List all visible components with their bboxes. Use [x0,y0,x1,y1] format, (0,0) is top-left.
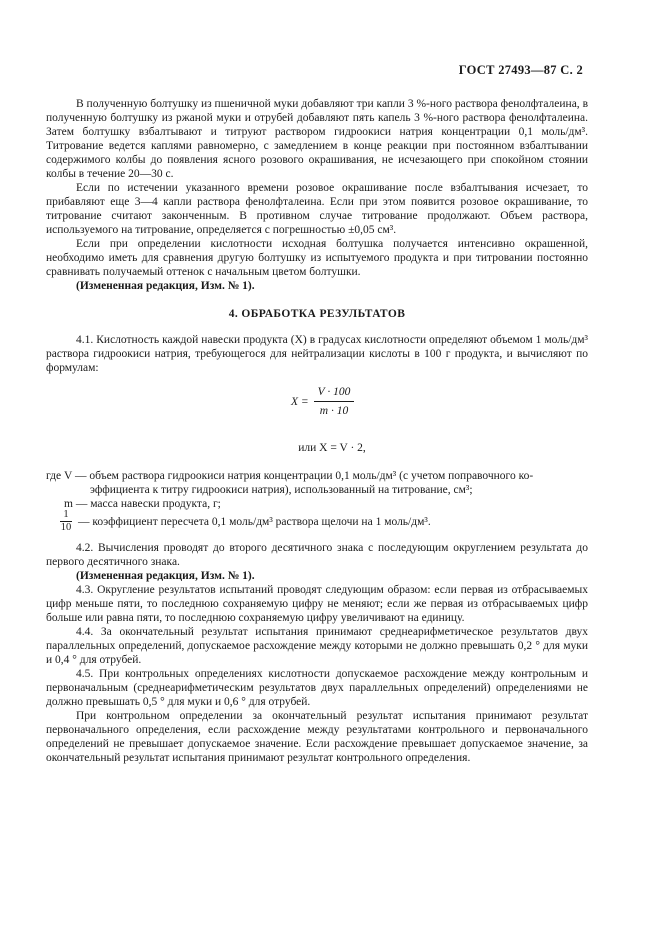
paragraph-titration: В полученную болтушку из пшеничной муки добавляют три капли 3 %-ного раствора фенолфталеина, в полученную болтушку из ржаной муки и отрубей добавляют пять капель 3 %-ного раствора фенолфталеина. Затем болтушку взбалтывают и титруют раствором гидроокиси натрия концентрации 0,1 моль/дм³. Титрование ведется каплями равномерно, с замедлением в конце реакции при постоянном взбалтывании содержимого колбы до появления ясного розового окрашивания, не исчезающего при спокойном стоянии колбы в течение 20—30 с. [46,98,588,180]
formula-simplified: или X = V · 2, [298,442,366,454]
formula-lhs: X = [291,396,309,408]
formula-numerator: V · 100 [314,385,354,402]
paragraph-comparison: Если при определении кислотности исходная болтушка получается интенсивно окрашенной, необходимо иметь для сравнения другую болтушку из испытуемого продукта и при титровании постоянно сравнивать получаемый оттенок с начальным цветом болтушки. [46,238,588,278]
paragraph-4-3: 4.3. Округление результатов испытаний проводят следующим образом: если первая из отбрасываемых цифр меньше пяти, то последнюю сохраняемую цифру не меняют; если же первая из отбрасываемых цифр больше или равна пяти, то последнюю сохраняемую цифру увеличивают на единицу. [46,584,588,624]
coefficient-numerator: 1 [60,509,72,522]
section-title: 4. ОБРАБОТКА РЕЗУЛЬТАТОВ [228,308,406,320]
formula-acidity [46,385,588,429]
paragraph-color-check: Если по истечении указанного времени розовое окрашивание после взбалтывания исчезает, то прибавляют еще 3—4 капли раствора фенолфталеина. Если при этом появится розовое окрашивание, то титрование считают законченным. В противном случае титрование продолжают. Объем раствора, используемого на титрование, определяется с погрешностью ±0,05 см³. [46,182,588,236]
coefficient-denominator: 10 [60,522,72,533]
formula-fraction [314,385,354,418]
edit-note: (Измененная редакция, Изм. № 1). [76,570,255,582]
formula-denominator: m · 10 [319,405,349,417]
coefficient-text: — коэффициент пересчета 0,1 моль/дм³ раствора щелочи на 1 моль/дм³. [78,516,431,528]
paragraph-4-1: 4.1. Кислотность каждой навески продукта (X) в градусах кислотности определяют объемом 1 моль/дм³ раствора гидроокиси натрия, требующегося для нейтрализации кислоты в 100 г продукта, и вычисляют по формулам: [46,334,588,374]
definition-v-line1: где V — объем раствора гидроокиси натрия концентрации 0,1 моль/дм³ (с учетом поправочного ко- [46,470,534,482]
definition-m: m — масса навески продукта, г; [64,498,221,510]
paragraph-final: При контрольном определении за окончательный результат испытания принимают результат первоначального определения, если расхождение между результатами контрольного и первоначального определений не превышает допускаемое значение. Если расхождение превышает допускаемое значение, за окончательный результат испытания принимают результат контрольного определения. [46,710,588,764]
document-body [46,97,588,765]
paragraph-4-4: 4.4. За окончательный результат испытания принимают среднеарифметическое результатов двух параллельных определений, допускаемое расхождение между которыми не должно превышать 0,2 ° для муки и 0,4 ° для отрубей. [46,626,588,666]
coefficient-fraction [60,509,72,534]
paragraph-4-5: 4.5. При контрольных определениях кислотности допускаемое расхождение между контрольным и первоначальным (среднеарифметическим результатов двух параллельных определений) определениями не должно превышать 0,5 ° для муки и 0,6 ° для отрубей. [46,668,588,708]
edit-note: (Измененная редакция, Изм. № 1). [76,280,255,292]
definition-coefficient [46,509,588,535]
page-header: ГОСТ 27493—87 С. 2 [458,63,583,77]
paragraph-4-2: 4.2. Вычисления проводят до второго десятичного знака с последующим округлением результата до первого десятичного знака. [46,542,588,568]
variable-definitions [46,469,588,535]
definition-v-line2: эффициента к титру гидроокиси натрия), использованный на титрование, см³; [90,484,473,496]
